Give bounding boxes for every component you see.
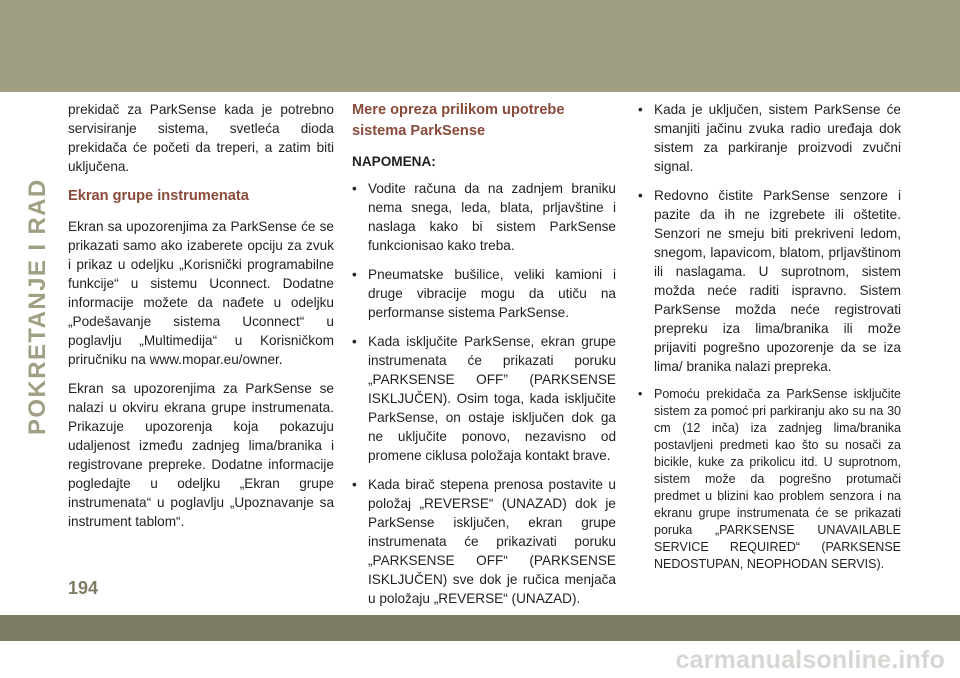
page-number: 194 — [68, 578, 99, 598]
column-middle — [352, 100, 616, 618]
section-heading: Ekran grupe instrumenata — [68, 188, 249, 204]
paragraph: prekidač za ParkSense kada je potrebno servisiranje sistema, svetleća dioda prekidača će početi da treperi, a zatim biti uključena. — [68, 102, 334, 174]
list-item: • Kada isključite ParkSense, ekran grupe instrumenata će prikazati poruku „PARKSENSE OFF” (PARKSENSE ISKLJUČEN). Osim toga, kada isključite ParkSense, on ostaje isključen dok ga ne uključite ponovo, nezavisno od promene ciklusa položaja kontakt brave. — [352, 332, 616, 465]
watermark: carmanualsonline.info — [675, 646, 945, 674]
list-item: • Redovno čistite ParkSense senzore i pazite da ih ne izgrebete ili oštetite. Senzori ne smeju biti prekriveni ledom, snegom, lapavicom, blatom, prljavštinom ili naslagama. U suprotnom, sistem možda neće raditi ispravno. Sistem ParkSense možda neće registrovati prepreku iza lima/branika ili može prijaviti pogrešno upozorenje da se iza lima/ branika nalazi prepreka. — [638, 186, 901, 376]
section-heading: Mere opreza prilikom upotrebe sistema ParkSense — [352, 102, 565, 139]
list-item: • Pomoću prekidača za ParkSense isključite sistem za pomoć pri parkiranju ako su na 30 cm (12 inča) iza zadnjeg lima/branika postavljeni predmeti kao što su nosači za bicikle, kuke za prikolicu itd. U suprotnom, sistem može da pogrešno protumači predmet u blizini kao problem senzora i na ekranu grupe instrumenata će se prikazati poruka „PARKSENSE UNAVAILABLE SERVICE REQUIRED“ (PARKSENSE NEDOSTUPAN, NEOPHODAN SERVIS). — [638, 386, 901, 573]
chapter-title: POKRETANJE I RAD — [24, 178, 51, 435]
paragraph: Ekran sa upozorenjima za ParkSense će se prikazati samo ako izaberete opciju za zvuk i prikaz u odeljku „Korisnički programabilne funkcije“ u sistemu Uconnect. Dodatne informacije možete da nađete u odeljku „Podešavanje sistema Uconnect“ u poglavlju „Multimedija“ u Korisničkom priručniku na www.mopar.eu/owner. — [68, 219, 334, 367]
list-item: • Vodite računa da na zadnjem braniku nema snega, leda, blata, prljavštine i naslaga kako bi sistem ParkSense funkcionisao kako treba. — [352, 179, 616, 255]
note-label: NAPOMENA: — [352, 154, 436, 169]
column-right — [638, 100, 901, 583]
bullet-list — [638, 100, 901, 573]
column-left — [68, 100, 334, 541]
list-item: • Kada je uključen, sistem ParkSense će smanjiti jačinu zvuka radio uređaja dok sistem za parkiranje proizvodi zvučni signal. — [638, 100, 901, 176]
paragraph: Ekran sa upozorenjima za ParkSense se nalazi u okviru ekrana grupe instrumenata. Prikazuje upozorenja koja pokazuju udaljenost između zadnjeg lima/branika i registrovane prepreke. Dodatne informacije pogledajte u odeljku „Ekran grupe instrumenata“ u poglavlju „Upoznavanje sa instrument tablom“. — [68, 381, 334, 529]
bullet-list — [352, 179, 616, 608]
footer-band — [0, 615, 960, 641]
list-item: • Kada birač stepena prenosa postavite u položaj „REVERSE“ (UNAZAD) dok je ParkSense isključen, ekran grupe instrumenata će prikazivati poruku „PARKSENSE OFF“ (PARKSENSE ISKLJUČEN) sve dok je ručica menjača u položaju „REVERSE“ (UNAZAD). — [352, 475, 616, 608]
list-item: • Pneumatske bušilice, veliki kamioni i druge vibracije mogu da utiču na performanse sistema ParkSense. — [352, 265, 616, 322]
header-band — [0, 0, 960, 92]
